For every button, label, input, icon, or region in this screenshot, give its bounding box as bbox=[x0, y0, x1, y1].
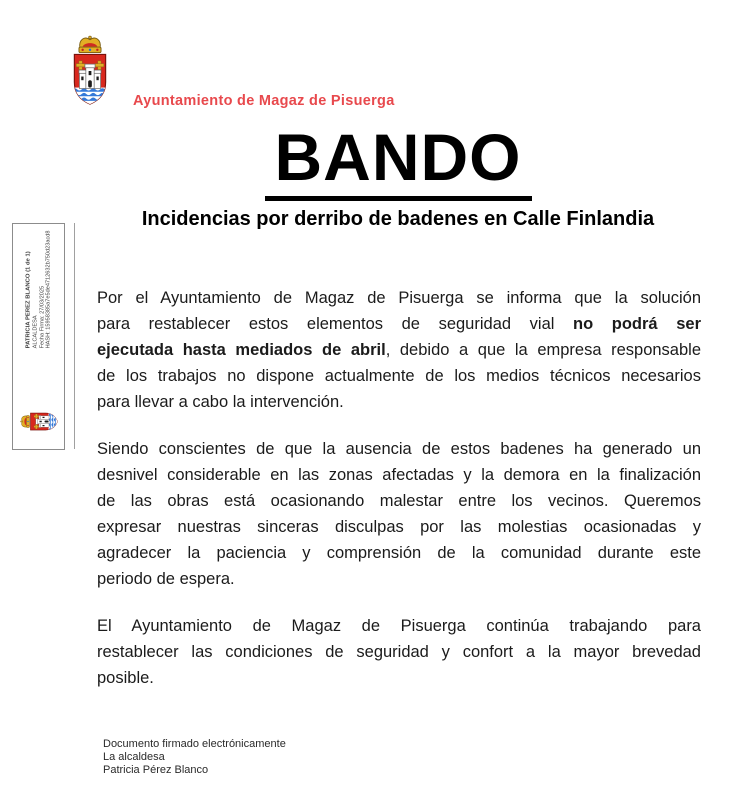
text-line: El Ayuntamiento de Magaz de Pisuerga continúa trabajando para bbox=[97, 617, 701, 635]
text-line: ejecutada hasta mediados de abril, debido a que la empresa responsable bbox=[97, 341, 701, 359]
text-line: periodo de espera. bbox=[97, 570, 235, 588]
footer-signed-note: Documento firmado electrónicamente bbox=[103, 738, 286, 750]
stamp-signer-role: ALCALDESA bbox=[31, 314, 38, 348]
stamp-hash: HASH: 15958385a7e5de4712632b750d23acd8 bbox=[45, 230, 52, 348]
stamp-text-block bbox=[25, 230, 51, 348]
text-line: desnivel considerable en las zonas afectadas y la demora en la finalización bbox=[97, 466, 701, 484]
text-line: para llevar a cabo la intervención. bbox=[97, 393, 344, 411]
paragraph bbox=[97, 613, 701, 691]
organization-name: Ayuntamiento de Magaz de Pisuerga bbox=[133, 93, 395, 109]
paragraph bbox=[97, 285, 701, 415]
text-line: restablecer las condiciones de seguridad y confort a la mayor brevedad bbox=[97, 643, 701, 661]
text-line: expresar nuestras sinceras disculpas por las molestias ocasionadas y bbox=[97, 518, 701, 536]
text-line: para restablecer estos elementos de seguridad vial no podrá ser bbox=[97, 315, 701, 333]
stamp-edge-line bbox=[74, 223, 75, 449]
stamp-rotated-content bbox=[14, 225, 63, 448]
text-line: Siendo conscientes de que la ausencia de estos badenes ha generado un bbox=[97, 440, 701, 458]
body-text bbox=[97, 285, 701, 712]
text-line: de los trabajos no dispone actualmente de los medios técnicos necesarios bbox=[97, 367, 701, 385]
stamp-signer-name: PATRICIA PEREZ BLANCO (1 de 1) bbox=[25, 250, 32, 348]
stamp-coat-of-arms-icon bbox=[19, 408, 59, 434]
title-block bbox=[95, 120, 701, 231]
page-title: BANDO bbox=[265, 126, 532, 201]
text-line: Por el Ayuntamiento de Magaz de Pisuerga se informa que la solución bbox=[97, 289, 701, 307]
text-line: agradecer la paciencia y comprensión de la comunidad durante este bbox=[97, 544, 701, 562]
signature-footer bbox=[103, 738, 286, 776]
footer-name: Patricia Pérez Blanco bbox=[103, 763, 209, 776]
municipal-coat-of-arms-icon bbox=[67, 34, 113, 108]
footer-role: La alcaldesa bbox=[103, 750, 165, 763]
paragraph bbox=[97, 436, 701, 592]
electronic-signature-stamp bbox=[12, 223, 65, 450]
text-line: de las obras está ocasionando malestar entre los vecinos. Queremos bbox=[97, 492, 701, 510]
page-subtitle: Incidencias por derribo de badenes en Calle Finlandia bbox=[141, 208, 655, 230]
text-line: posible. bbox=[97, 669, 154, 687]
stamp-sign-date: Fecha Firma: 27/03/2025 bbox=[38, 285, 45, 348]
